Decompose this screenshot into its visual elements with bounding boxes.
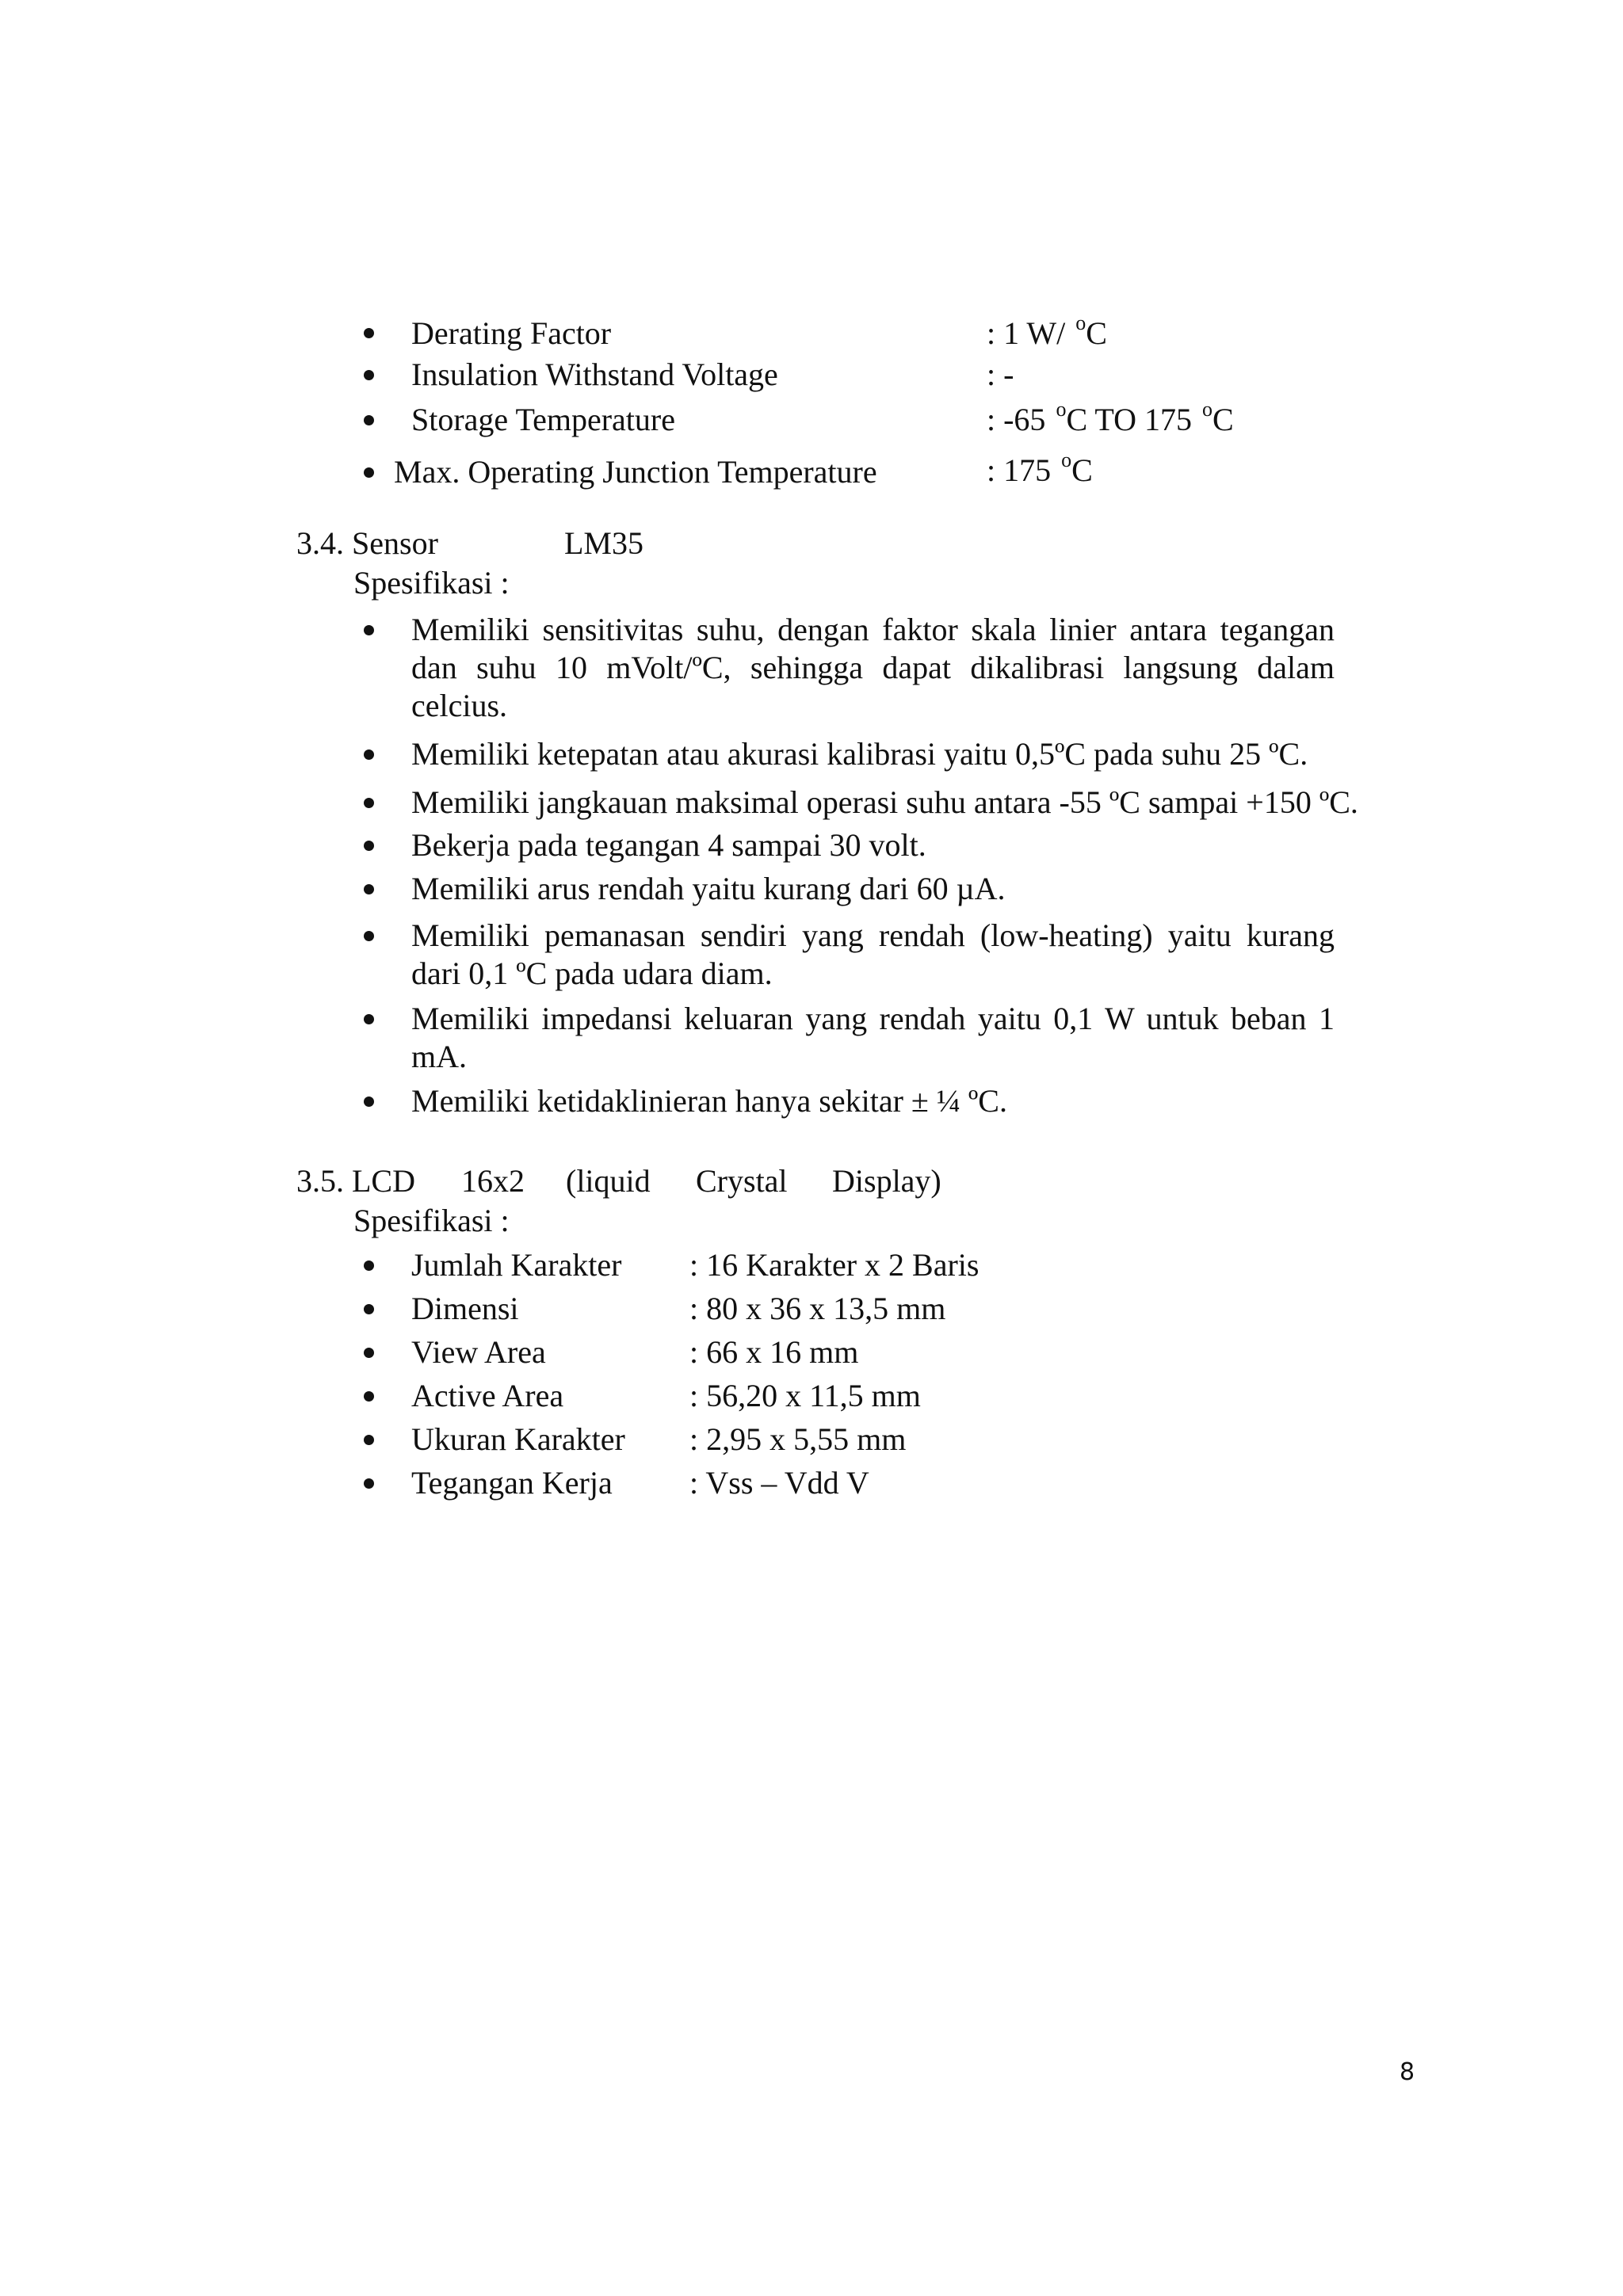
section-3-5-heading: 3.5. LCD [296, 1163, 415, 1199]
bullet [364, 328, 374, 338]
spec-item-impedance-line2: mA. [411, 1039, 467, 1074]
bullet [364, 884, 374, 894]
lcd-spec-label: Active Area [411, 1378, 564, 1413]
derating-value: : 1 W/ $^o$C [987, 311, 1107, 351]
spec-item-sensitivity-line2: dan suhu 10 mVolt/ºC, sehingga dapat dikalibrasi langsung dalam [411, 650, 1335, 685]
spec-item-voltage: Bekerja pada tegangan 4 sampai 30 volt. [411, 827, 926, 863]
lcd-spec-label: Dimensi [411, 1291, 519, 1326]
insulation-value: : - [987, 357, 1014, 392]
degree-superscript: o [1061, 448, 1072, 471]
spec-item-sensitivity-line1: Memiliki sensitivitas suhu, dengan faktor skala linier antara tegangan [411, 612, 1335, 647]
degree-superscript: o [1056, 398, 1067, 421]
lcd-spec-value: : 2,95 x 5,55 mm [689, 1421, 907, 1457]
bullet [364, 1097, 374, 1107]
section-3-4-heading: 3.4. Sensor [296, 525, 438, 561]
bullet [364, 1304, 374, 1314]
section-3-4-spec-label: Spesifikasi : [353, 565, 510, 601]
spec-item-heating-line2: dari 0,1 ºC pada udara diam. [411, 955, 773, 991]
derating-label: Derating Factor [411, 315, 612, 351]
bullet [364, 841, 374, 851]
spec-item-heating-line1: Memiliki pemanasan sendiri yang rendah (low-heating) yaitu kurang [411, 917, 1335, 953]
section-3-5-word: Display) [832, 1163, 941, 1199]
bullet [364, 1014, 374, 1024]
section-3-5-spec-label: Spesifikasi : [353, 1203, 510, 1238]
lcd-spec-label: Ukuran Karakter [411, 1421, 625, 1457]
lcd-spec-value: : 16 Karakter x 2 Baris [689, 1247, 980, 1283]
section-3-5-word: 16x2 [461, 1163, 525, 1199]
storage-label: Storage Temperature [411, 402, 675, 437]
lcd-spec-value: : 56,20 x 11,5 mm [689, 1378, 921, 1413]
spec-item-range: Memiliki jangkauan maksimal operasi suhu antara -55 ºC sampai +150 ºC. [411, 784, 1358, 820]
bullet [364, 798, 374, 808]
bullet [364, 415, 374, 425]
spec-item-accuracy: Memiliki ketepatan atau akurasi kalibrasi yaitu 0,5ºC pada suhu 25 ºC. [411, 736, 1308, 772]
spec-item-impedance-line1: Memiliki impedansi keluaran yang rendah yaitu 0,1 W untuk beban 1 [411, 1001, 1335, 1036]
section-3-5-word: (liquid [566, 1163, 651, 1199]
bullet [364, 1435, 374, 1445]
spec-item-nonlinearity: Memiliki ketidaklinieran hanya sekitar ± ¼ ºC. [411, 1083, 1007, 1119]
insulation-label: Insulation Withstand Voltage [411, 357, 778, 392]
bullet [364, 749, 374, 760]
storage-value: : -65 $^o$C TO 175 $^o$C [987, 398, 1234, 437]
spec-item-sensitivity-line3: celcius. [411, 688, 508, 723]
junction-label: Max. Operating Junction Temperature [394, 454, 877, 490]
degree-superscript: o [1075, 311, 1086, 334]
degree-superscript: o [1202, 398, 1212, 421]
junction-value: : 175 $^o$C [987, 448, 1093, 488]
bullet [364, 931, 374, 941]
bullet [364, 467, 374, 478]
bullet [364, 1391, 374, 1402]
spec-item-current: Memiliki arus rendah yaitu kurang dari 60 µA. [411, 871, 1006, 906]
lcd-spec-label: View Area [411, 1334, 546, 1370]
section-3-4-name: LM35 [564, 525, 643, 561]
bullet [364, 625, 374, 635]
page-number: 8 [1400, 2058, 1415, 2086]
section-3-5-word: Crystal [696, 1163, 788, 1199]
bullet [364, 1261, 374, 1271]
lcd-spec-value: : 80 x 36 x 13,5 mm [689, 1291, 946, 1326]
lcd-spec-value: : Vss – Vdd V [689, 1465, 869, 1501]
bullet [364, 1348, 374, 1358]
bullet [364, 1478, 374, 1489]
bullet [364, 370, 374, 380]
lcd-spec-label: Jumlah Karakter [411, 1247, 622, 1283]
lcd-spec-value: : 66 x 16 mm [689, 1334, 859, 1370]
lcd-spec-label: Tegangan Kerja [411, 1465, 613, 1501]
